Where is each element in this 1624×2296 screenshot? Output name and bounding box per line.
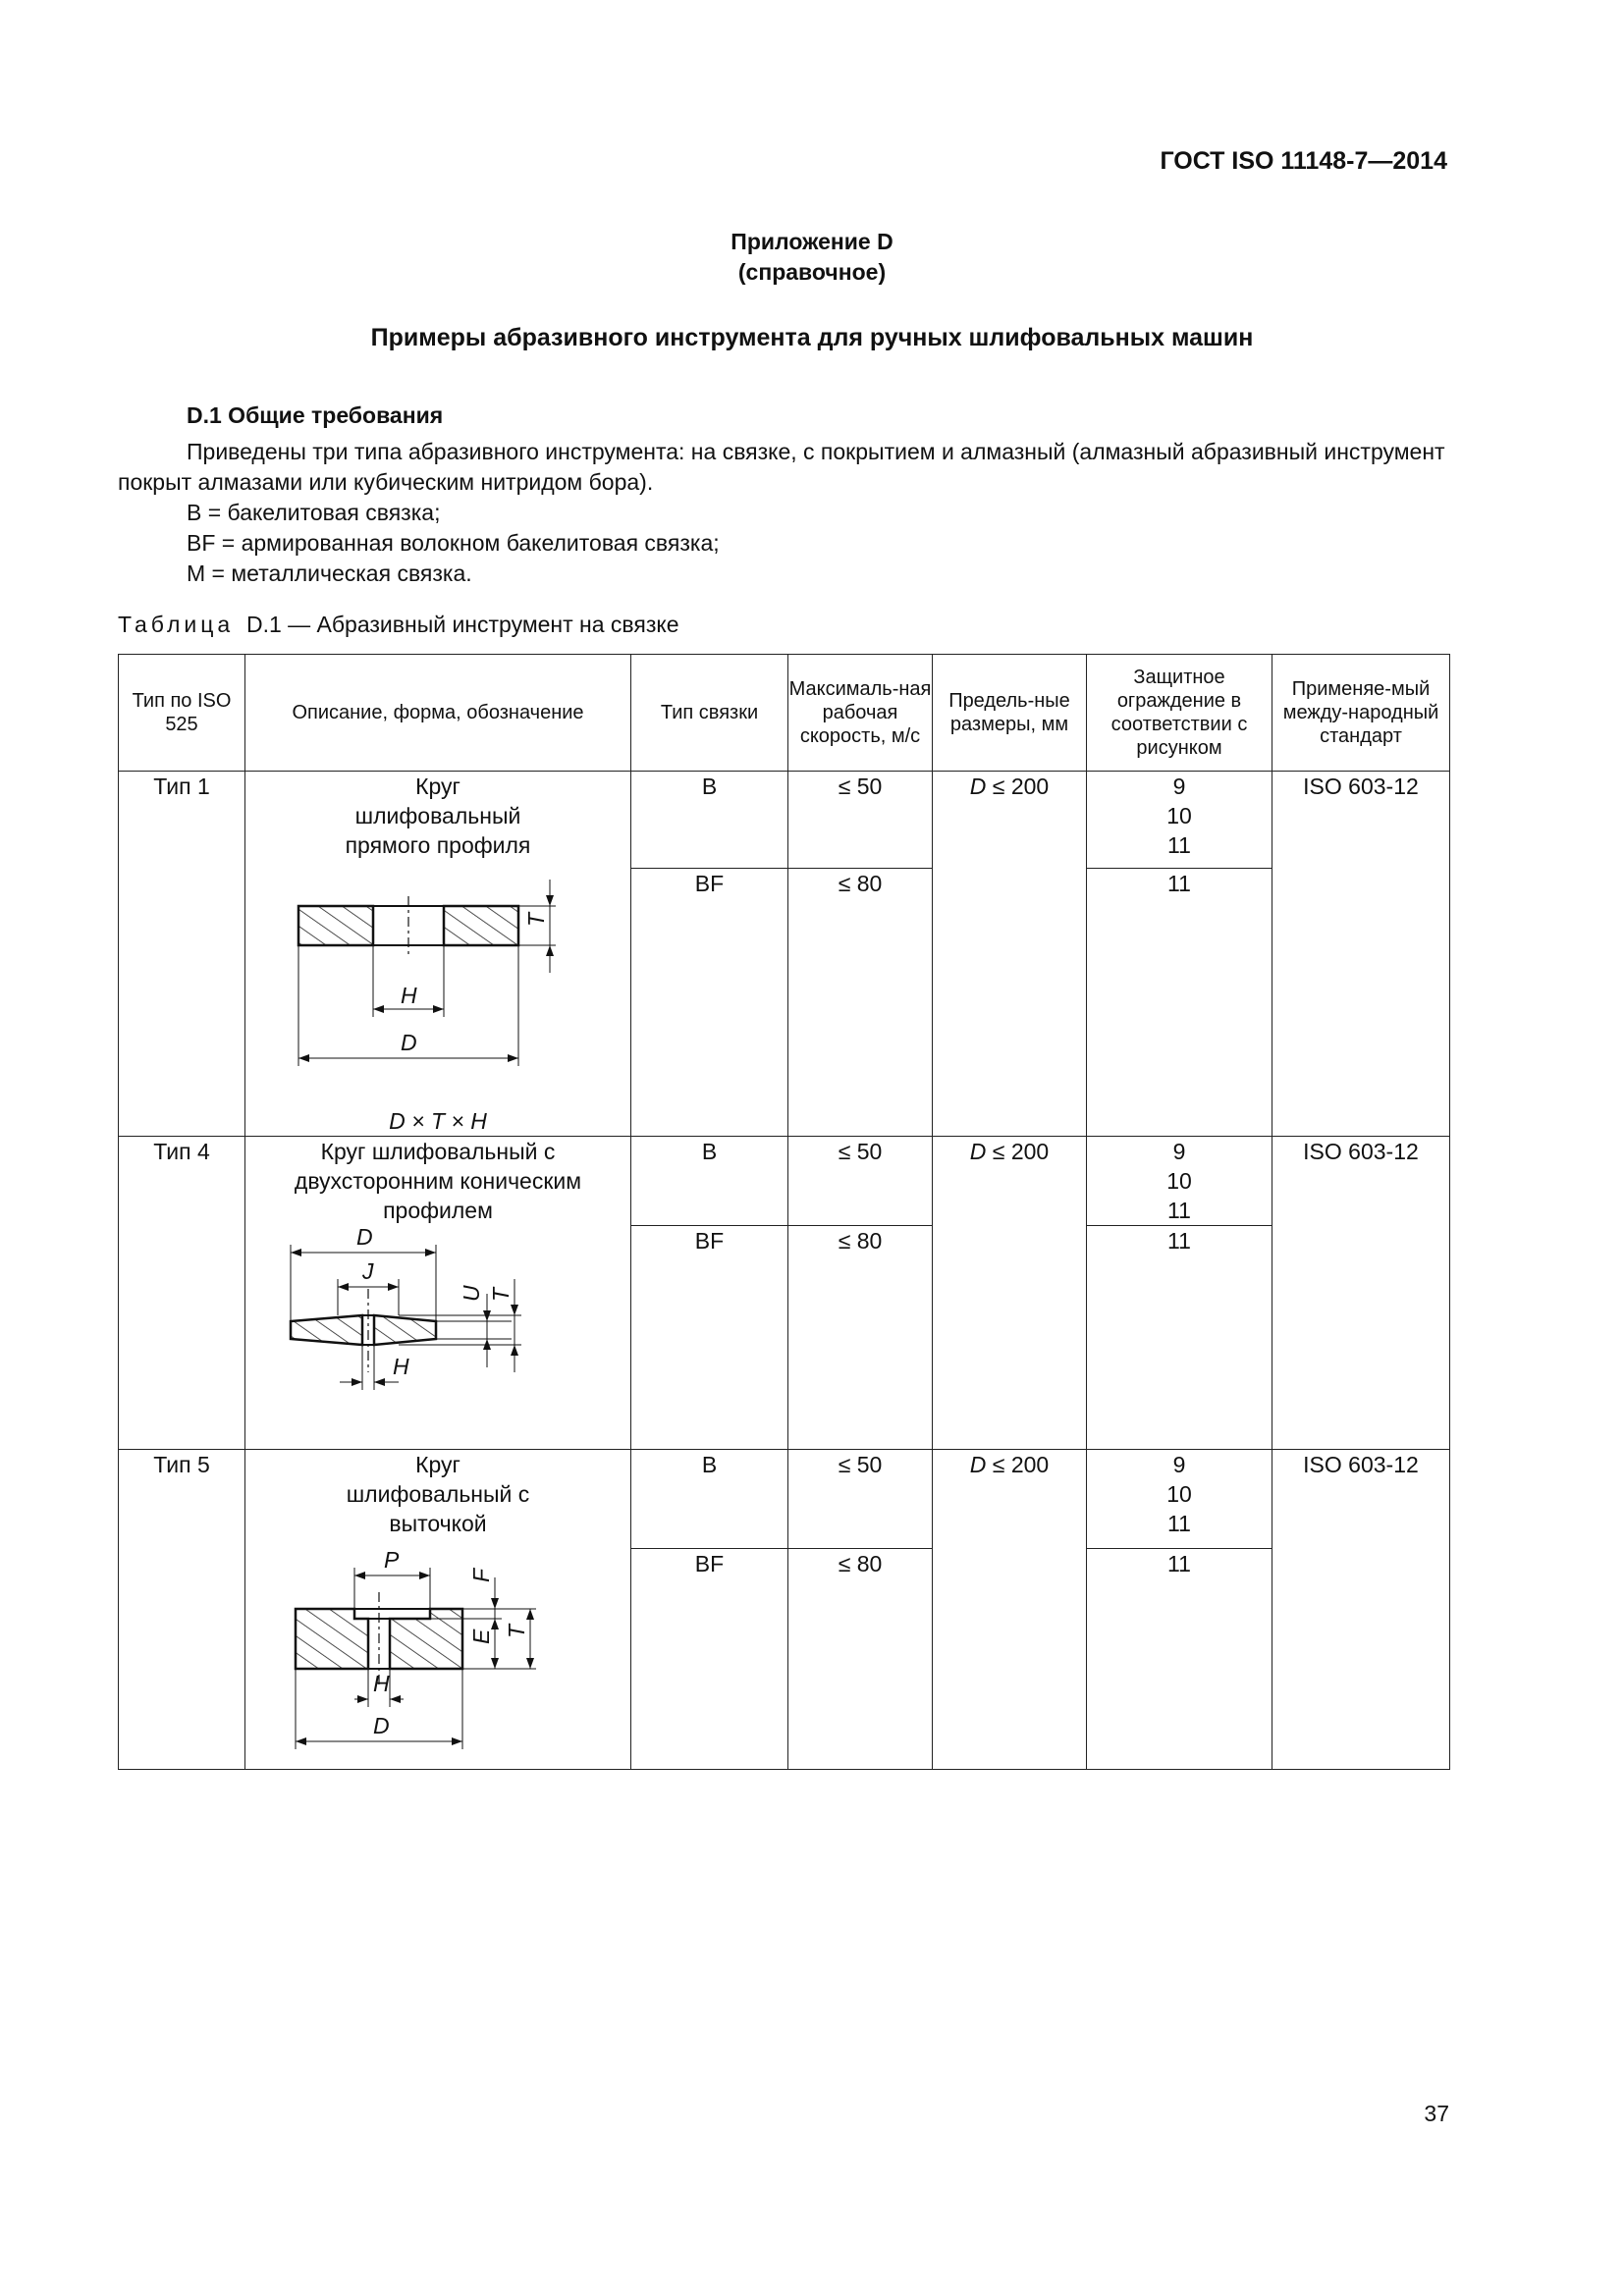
label-H: H: [401, 983, 417, 1008]
header-cell: Применяе-мый между-народный стандарт: [1272, 655, 1450, 772]
bond-cell: BF: [631, 869, 788, 1137]
description-cell: [245, 1450, 631, 1770]
bonded-tools-table: [118, 654, 1450, 1770]
type1-wheel-drawing: [251, 860, 624, 1105]
description-text: Круг шлифовальный прямого профиля: [345, 774, 531, 858]
caption-label: Таблица: [118, 612, 235, 637]
speed-cell: ≤ 50: [788, 772, 933, 869]
section-paragraph: Приведены три типа абразивного инструмента: на связке, с покрытием и алмазный (алмазный абразивный инструмент покрыт алмазами или кубическим нитридом бора).: [118, 439, 1445, 495]
type-cell: Тип 4: [119, 1137, 245, 1450]
guard-cell: 11: [1087, 869, 1272, 1137]
guard-cell: 9 10 11: [1087, 1450, 1272, 1549]
label-P: P: [384, 1547, 400, 1573]
speed-cell: ≤ 50: [788, 1450, 933, 1549]
designation-formula: D × T × H: [389, 1108, 487, 1134]
speed-cell: ≤ 80: [788, 869, 933, 1137]
table-row: [119, 1450, 1450, 1549]
def-b: B = бакелитовая связка;: [187, 500, 441, 525]
label-D: D: [373, 1713, 390, 1738]
page-title: Примеры абразивного инструмента для ручных шлифовальных машин: [370, 324, 1254, 351]
caption-text: D.1 — Абразивный инструмент на связке: [245, 612, 679, 637]
speed-cell: ≤ 80: [788, 1226, 933, 1450]
label-H: H: [373, 1671, 390, 1696]
label-J: J: [362, 1258, 374, 1284]
bond-cell: BF: [631, 1549, 788, 1770]
label-H: H: [393, 1354, 409, 1379]
label-T: T: [488, 1287, 514, 1302]
guard-cell: 11: [1087, 1549, 1272, 1770]
def-m: M = металлическая связка.: [187, 561, 472, 586]
label-E: E: [468, 1629, 494, 1644]
description-text: Круг шлифовальный с выточкой: [346, 1452, 530, 1536]
standard-cell: ISO 603-12: [1272, 1137, 1450, 1450]
label-F: F: [468, 1568, 494, 1582]
label-D: D: [401, 1030, 417, 1055]
speed-cell: ≤ 50: [788, 1137, 933, 1226]
label-T: T: [523, 912, 549, 927]
standard-cell: ISO 603-12: [1272, 1450, 1450, 1770]
table-row: [119, 1137, 1450, 1226]
header-cell: Тип по ISO 525: [119, 655, 245, 772]
bond-cell: B: [631, 1450, 788, 1549]
header-cell: Тип связки: [631, 655, 788, 772]
table-header-row: [119, 655, 1450, 772]
type-cell: Тип 5: [119, 1450, 245, 1770]
label-D: D: [356, 1225, 373, 1250]
limits-cell: D ≤ 200: [933, 1450, 1087, 1770]
label-U: U: [459, 1285, 484, 1302]
header-cell: Предель-ные размеры, мм: [933, 655, 1087, 772]
section-body: [118, 437, 1448, 589]
type-cell: Тип 1: [119, 772, 245, 1137]
def-bf: BF = армированная волокном бакелитовая связка;: [187, 530, 720, 556]
description-cell: [245, 772, 631, 1137]
type5-wheel-drawing: [251, 1538, 624, 1754]
header-cell: Максималь-ная рабочая скорость, м/с: [788, 655, 933, 772]
guard-cell: 11: [1087, 1226, 1272, 1450]
section-heading: D.1 Общие требования: [187, 402, 444, 428]
description-cell: [245, 1137, 631, 1450]
description-text: Круг шлифовальный с двухсторонним коническим профилем: [294, 1139, 582, 1223]
bond-cell: BF: [631, 1226, 788, 1450]
standard-cell: ISO 603-12: [1272, 772, 1450, 1137]
limits-cell: D ≤ 200: [933, 1137, 1087, 1450]
table-row: [119, 772, 1450, 869]
appendix-subtitle: (справочное): [737, 259, 887, 285]
header-cell: Описание, форма, обозначение: [245, 655, 631, 772]
page-number: 37: [1424, 2101, 1449, 2126]
appendix-title: Приложение D: [731, 229, 893, 254]
label-T: T: [504, 1624, 529, 1638]
limits-cell: D ≤ 200: [933, 772, 1087, 1137]
guard-cell: 9 10 11: [1087, 1137, 1272, 1226]
header-cell: Защитное ограждение в соответствии с рисунком: [1087, 655, 1272, 772]
type4-wheel-drawing: [251, 1225, 624, 1402]
bond-cell: B: [631, 772, 788, 869]
guard-cell: 9 10 11: [1087, 772, 1272, 869]
bond-cell: B: [631, 1137, 788, 1226]
table-caption: [118, 612, 679, 638]
document-header: ГОСТ ISO 11148-7—2014: [1160, 147, 1447, 175]
speed-cell: ≤ 80: [788, 1549, 933, 1770]
